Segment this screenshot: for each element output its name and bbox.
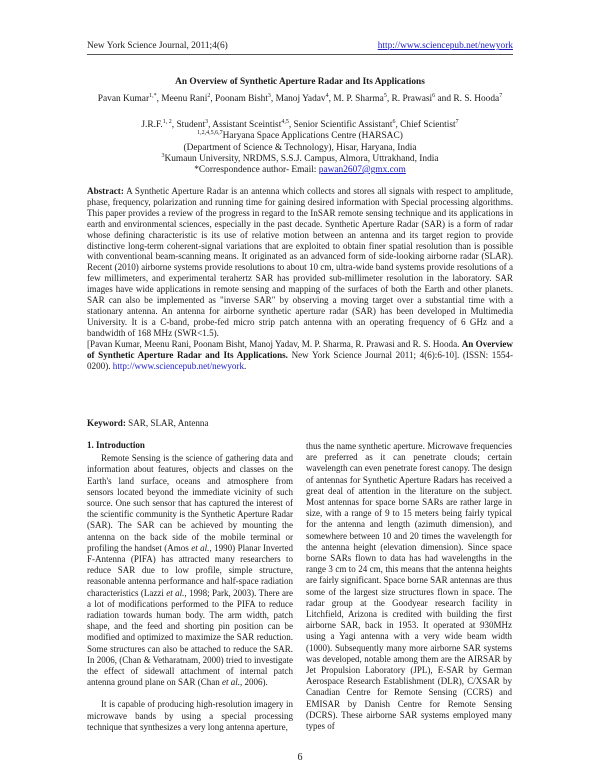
- author-sup: 6: [432, 92, 436, 99]
- et-al: et al.: [221, 677, 240, 688]
- paragraph-text: , 1998; Park, 2003). There are a lot of modifications performed to the PIFA to reduce radiation towards human body. The arm width, patch shape, and the feed and shorting pin position can be modified and optimized to maximize the SAR reduction. Some structures can also be attached to reduce the SAR. In 2006, (Chan & Vetharatnam, 2000) tried to investigate the effect of sidewall attachment of internal patch antenna ground plane on SAR (Chan: [87, 587, 293, 688]
- header-rule: [87, 54, 513, 55]
- paragraph-text: , 2006).: [239, 677, 268, 688]
- citation-end: .: [244, 360, 247, 371]
- author-sup: 5: [383, 92, 387, 99]
- paragraph-text: , 1990) Planar Inverted F-Antenna (PIFA) has attracted many researchers to reduce SAR due to low profile, simple structure, reasonable antenna performance and half-space radiation characteristics (Lazzi: [87, 542, 293, 598]
- role-assistant: , Assistant Sceintist: [208, 120, 282, 130]
- affiliation-sup: 1,2,4,5,6,7: [197, 129, 223, 136]
- role-student: , Student: [171, 120, 206, 130]
- abstract-block: [87, 186, 513, 371]
- intro-paragraph-2: It is capable of producing high-resolution imagery in microwave bands by using a special processing technique that synthesizes a very long antenna aperture,: [87, 699, 293, 732]
- keywords-label: Keyword:: [87, 418, 126, 428]
- abstract-text: A Synthetic Aperture Radar is an antenna which collects and stores all signals with respect to amplitude, phase, frequency, polarization and running time for gaining desired information with Special processing algorithms. This paper provides a review of the progress in regard to the InSAR remote sensing technique and its applications in earth and environmental sciences, especially in the past decade. Synthetic Aperture Radar (SAR) is a form of radar whose defining characteristic is its use of relative motion between an antenna and its target region to provide distinctive long-term coherent-signal variations that are exploited to obtain finer spatial resolution than is possible with conventional beam-scanning means. It originated as an advanced form of side-looking airborne radar (SLAR). Recent (2010) airborne systems provide resolutions to about 10 cm, ultra-wide band systems provide resolutions of a few millimeters, and experimental terahertz SAR has provided sub-millimeter resolution in the laboratory. SAR images have wide applications in remote sensing and mapping of the surfaces of both the Earth and other planets. SAR can also be implemented as "inverse SAR" by observing a moving target over a substantial time with a stationary antenna. An antenna for airborne synthetic aperture radar (SAR) has been developed in Multimedia University. It is a C-band, probe-fed micro strip patch antenna with an operating frequency of 6 GHz and a bandwidth of 168 MHz (SWR<1.5).: [87, 186, 513, 338]
- author-name: R. Prawasi: [391, 94, 433, 104]
- right-column: [306, 441, 512, 732]
- affiliation-department: (Department of Science & Technology), Hisar, Haryana, India: [183, 143, 417, 153]
- author-sup: 1,*: [149, 92, 157, 99]
- affiliation-harsac: [0, 129, 600, 141]
- role-chief: , Chief Scientist: [395, 120, 456, 130]
- journal-url-link[interactable]: http://www.sciencepub.net/newyork: [377, 41, 513, 51]
- paper-title: An Overview of Synthetic Aperture Radar and Its Applications: [175, 77, 425, 87]
- intro-paragraph-1: [87, 453, 293, 688]
- author-sup: 7: [499, 92, 503, 99]
- email-label: *Correspondence author- Email:: [194, 165, 319, 175]
- keywords-text: SAR, SLAR, Antenna: [125, 418, 209, 428]
- correspondence-line: [0, 166, 600, 175]
- role-sup: 3: [205, 118, 209, 125]
- author-sup: 4: [325, 92, 329, 99]
- affiliation-kumaun: [0, 152, 600, 164]
- role-sup: 4,5: [281, 118, 289, 125]
- citation-rest: New York Science Journal 2011; 4(6):6-10]. (ISSN: 1554-0200).: [87, 349, 513, 371]
- author-separator: and: [435, 94, 454, 104]
- author-sup: 2: [207, 92, 211, 99]
- author-name: Poonam Bisht: [215, 94, 268, 104]
- role-sup: 1, 2: [162, 118, 172, 125]
- author-list: [0, 94, 600, 104]
- left-column: [87, 440, 293, 733]
- author-sup: 3: [267, 92, 271, 99]
- author-name: Pavan Kumar: [97, 94, 150, 104]
- intro-paragraph-continued: thus the name synthetic aperture. Microwave frequencies are preferred as it can penetrate clouds; certain wavelength can even penetrate forest canopy. The design of antennas for Synthetic Aperture Radars has received a great deal of attention in the literature on the subject. Most antennas for space borne SARs are rather large in size, with a range of 9 to 15 meters being fairly typical for the antenna and length (azimuth dimension), and somewhere between 10 and 20 times the wavelength for the antenna height (elevation dimension). Since space borne SARs flown to data has had wavelengths in the range 3 cm to 24 cm, this means that the antenna heights are fairly significant. Space borne SAR antennas are thus some of the largest size structures flown in space. The radar group at the Goodyear research facility in Litchfield, Arizona is credited with building the first airborne SAR, back in 1953. It operated at 930MHz using a Yagi antenna with a very wide beam width (1000). Subsequently many more airborne SAR systems was developed, notable among them are the AIRSAR by Jet Propulsion Laboratory (JPL), E-SAR by German Aerospace Research Establishment (DLR), C/XSAR by Canadian Centre for Remote Sensing (CCRS) and EMISAR by Danish Centre for Remote Sensing (DCRS). These airborne SAR systems employed many types of: [306, 441, 512, 732]
- affiliation-text: Haryana Space Applications Centre (HARSAC): [222, 131, 403, 141]
- section-heading: 1. Introduction: [87, 440, 145, 450]
- et-al: et al.: [191, 542, 210, 553]
- author-separator: ,: [270, 94, 276, 104]
- citation-url-link[interactable]: http://www.sciencepub.net/newyork: [112, 360, 245, 371]
- author-separator: ,: [328, 94, 334, 104]
- affiliation-sup: 3: [161, 152, 165, 159]
- author-name: Manoj Yadav: [275, 94, 326, 104]
- et-al: et al.: [166, 587, 185, 598]
- author-name: R. S. Hooda: [453, 94, 500, 104]
- affiliation-text: Kumaun University, NRDMS, S.S.J. Campus, Almora, Uttrakhand, India: [164, 154, 439, 164]
- abstract-label: Abstract:: [87, 186, 124, 196]
- role-sup: 7: [455, 118, 459, 125]
- email-link[interactable]: pawan2607@gmx.com: [318, 165, 406, 175]
- author-name: Meenu Rani: [161, 94, 208, 104]
- citation-title: An Overview of Synthetic Aperture Radar and Its Applications.: [87, 338, 513, 360]
- author-separator: ,: [386, 94, 392, 104]
- role-jrf: J.R.F.: [141, 120, 163, 130]
- page-number: 6: [297, 752, 303, 763]
- author-separator: ,: [210, 94, 216, 104]
- author-separator: ,: [156, 94, 162, 104]
- keywords-line: [87, 418, 209, 428]
- paragraph-text: Remote Sensing is the science of gathering data and information about features, objects and classes on the Earth's land surface, oceans and atmosphere from sensors located beyond the immediate vicinity of such source. One such sensor that has captured the interest of the scientific community is the Synthetic Aperture Radar (SAR). The SAR can be achieved by mounting the antenna on the back side of the mobile terminal or profiling the handset (Amos: [87, 453, 293, 553]
- author-roles: [0, 118, 600, 130]
- journal-citation: New York Science Journal, 2011;4(6): [87, 41, 228, 51]
- citation-authors: [Pavan Kumar, Meenu Rani, Poonam Bisht, Manoj Yadav, M. P. Sharma, R. Prawasi and R. S. Hooda.: [87, 338, 462, 349]
- author-name: M. P. Sharma: [333, 94, 384, 104]
- role-sup: 6: [392, 118, 396, 125]
- role-senior: , Senior Scientific Assistant: [288, 120, 393, 130]
